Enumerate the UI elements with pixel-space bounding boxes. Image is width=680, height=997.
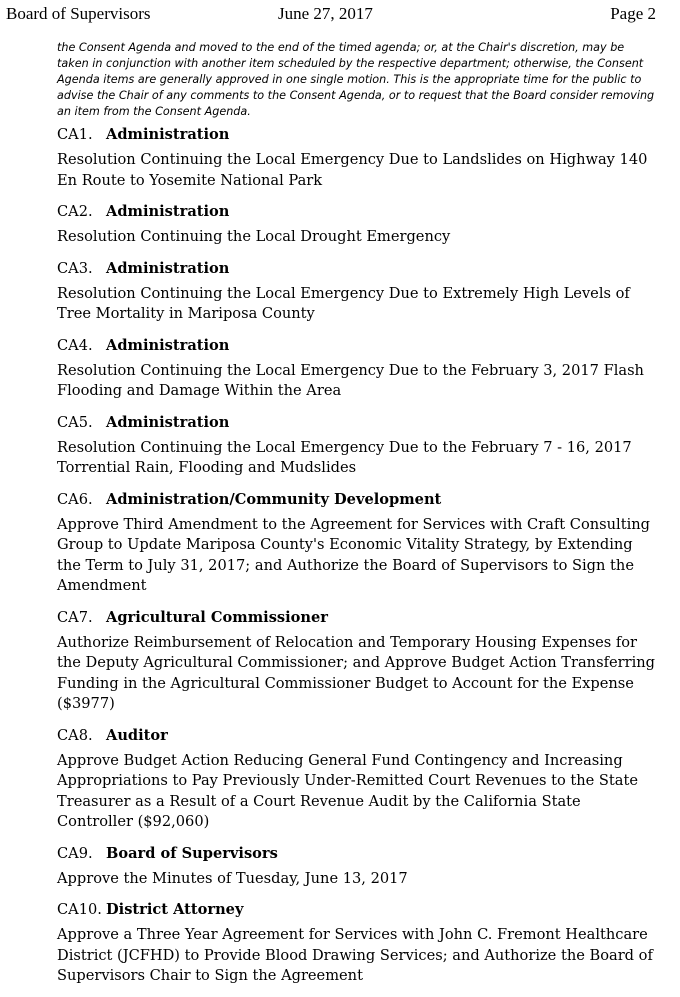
- agenda-item: [57, 258, 657, 325]
- agenda-item-number: CA10.: [57, 901, 102, 918]
- agenda-item-heading: [57, 412, 657, 434]
- agenda-item-department: Administration: [106, 336, 230, 354]
- agenda-item: [57, 124, 657, 191]
- agenda-item: [57, 201, 657, 248]
- agenda-item-heading: [57, 607, 657, 629]
- agenda-item: [57, 412, 657, 479]
- agenda-item-number: CA6.: [57, 490, 93, 508]
- header-page-number: Page 2: [610, 4, 656, 23]
- header-date: June 27, 2017: [278, 4, 373, 23]
- agenda-item: [57, 335, 657, 402]
- agenda-item-department: Board of Supervisors: [106, 844, 278, 862]
- agenda-item-description: Approve Third Amendment to the Agreement for Services with Craft Consulting Group to Update Mariposa County's Economic Vitality Strategy, by Extending the Term to July 31, 2017; and Authorize the Board of Supervisors to Sign the Amendment: [57, 515, 650, 594]
- agenda-item-heading: [57, 124, 657, 146]
- agenda-item-heading: [57, 725, 657, 747]
- header-board-name: Board of Supervisors: [6, 4, 151, 23]
- agenda-item-heading: [57, 843, 657, 865]
- agenda-item-description: Resolution Continuing the Local Emergency Due to the February 7 - 16, 2017 Torrential Rain, Flooding and Mudslides: [57, 438, 632, 476]
- consent-agenda-items: [57, 124, 657, 997]
- agenda-item-number: CA9.: [57, 844, 93, 862]
- agenda-item-description: Resolution Continuing the Local Drought Emergency: [57, 228, 451, 245]
- agenda-item-number: CA3.: [57, 259, 93, 277]
- agenda-item-department: Administration/Community Development: [106, 490, 442, 508]
- agenda-item-description: Resolution Continuing the Local Emergency Due to the February 3, 2017 Flash Flooding and Damage Within the Area: [57, 361, 644, 399]
- agenda-item: [57, 607, 657, 715]
- agenda-item-department: Agricultural Commissioner: [106, 608, 328, 626]
- agenda-item-heading: [57, 258, 657, 280]
- agenda-item-description: Resolution Continuing the Local Emergency Due to Landslides on Highway 140 En Route to Yosemite National Park: [57, 151, 648, 189]
- agenda-item-heading: [57, 201, 657, 223]
- agenda-item-number: CA2.: [57, 203, 93, 220]
- agenda-item-department: District Attorney: [106, 901, 244, 918]
- agenda-item-heading: [57, 899, 657, 921]
- agenda-item-description: Resolution Continuing the Local Emergency Due to Extremely High Levels of Tree Mortality in Mariposa County: [57, 284, 630, 322]
- agenda-item-number: CA1.: [57, 126, 93, 143]
- agenda-item-number: CA7.: [57, 608, 93, 626]
- agenda-item-heading: [57, 489, 657, 511]
- agenda-item-department: Auditor: [106, 726, 168, 744]
- agenda-item-description: Authorize Reimbursement of Relocation and Temporary Housing Expenses for the Deputy Agricultural Commissioner; and Approve Budget Action Transferring Funding in the Agricultural Commissioner Budget to Account for the Expense ($3977): [57, 633, 655, 712]
- agenda-item-description: Approve the Minutes of Tuesday, June 13, 2017: [57, 869, 408, 887]
- agenda-item: [57, 725, 657, 833]
- agenda-item: [57, 843, 657, 890]
- agenda-item-department: Administration: [106, 126, 230, 143]
- agenda-item-department: Administration: [106, 259, 230, 277]
- agenda-item-description: Approve Budget Action Reducing General Fund Contingency and Increasing Appropriations to Pay Previously Under-Remitted Court Revenues to the State Treasurer as a Result of a Court Revenue Audit by the California State Controller ($92,060): [57, 751, 638, 830]
- agenda-item-heading: [57, 335, 657, 357]
- agenda-item-number: CA8.: [57, 726, 93, 744]
- agenda-item-description: Approve a Three Year Agreement for Services with John C. Fremont Healthcare District (JCFHD) to Provide Blood Drawing Services; and Authorize the Board of Supervisors Chair to Sign the Agreement: [57, 926, 653, 984]
- agenda-item-department: Administration: [106, 203, 230, 220]
- page-header: [0, 4, 680, 26]
- agenda-item: [57, 489, 657, 597]
- agenda-item-number: CA4.: [57, 336, 93, 354]
- consent-agenda-intro: the Consent Agenda and moved to the end of the timed agenda; or, at the Chair's discretion, may be taken in conjunction with another item scheduled by the respective department; otherwise, the Consent Agenda items are generally approved in one single motion. This is the appropriate time for the public to advise the Chair of any comments to the Consent Agenda, or to request that the Board consider removing an item from the Consent Agenda.: [57, 41, 655, 118]
- agenda-item-number: CA5.: [57, 413, 93, 431]
- agenda-item-department: Administration: [106, 413, 230, 431]
- agenda-item: [57, 899, 657, 987]
